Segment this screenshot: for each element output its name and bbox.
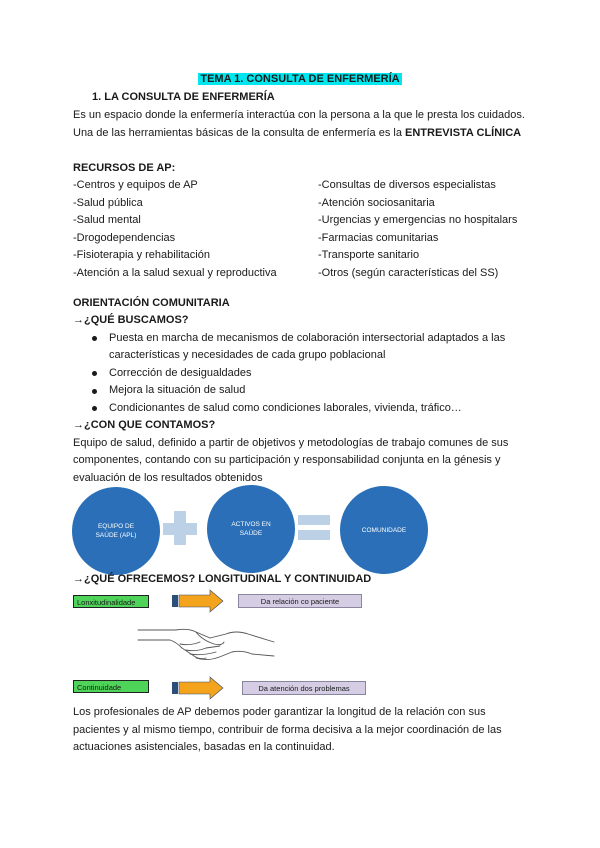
bullet-text: Mejora la situación de salud (109, 384, 246, 396)
bullet-icon (92, 389, 97, 394)
circle-label: EQUIPO DE SAÚDE (APL) (95, 523, 137, 539)
bold-text: ENTREVISTA CLÍNICA (405, 127, 522, 139)
diagram-circle-comunidade (340, 486, 428, 574)
arrow-right-icon (172, 589, 224, 613)
equals-icon-lower (298, 530, 330, 540)
diagram-circle-equipo (72, 487, 160, 575)
text-run: Una de las herramientas básicas de la consulta de enfermería es la (73, 127, 406, 139)
title-highlight: TEMA 1. CONSULTA DE ENFERMERÍA (200, 73, 400, 85)
arrow-right-icon (172, 676, 224, 700)
recursos-right-item: -Consultas de diversos especialistas (318, 179, 496, 191)
buscamos-heading: →¿QUÉ BUSCAMOS? (73, 314, 189, 326)
recursos-right-item: -Transporte sanitario (318, 249, 420, 261)
arrow-body (179, 590, 223, 612)
recursos-left-item: -Salud mental (73, 214, 141, 226)
arrow-body (179, 677, 223, 699)
circle-label: ACTIVOS EN SAÚDE (231, 521, 271, 537)
recursos-left-item: -Centros y equipos de AP (73, 179, 198, 191)
arrow-stub (172, 595, 178, 607)
equals-icon (298, 515, 330, 525)
paragraph-line: Los profesionales de AP debemos poder garantizar la longitud de la relación con sus (73, 706, 486, 718)
recursos-heading: RECURSOS DE AP: (73, 162, 176, 174)
circle-label: COMUNIDADE (361, 526, 407, 534)
recursos-right-item: -Urgencias y emergencias no hospitalars (318, 214, 518, 226)
paragraph-line: actuaciones asistenciales, basadas en la continuidad. (73, 741, 335, 753)
contamos-heading: →¿CON QUE CONTAMOS? (73, 419, 216, 431)
bullet-text: Condicionantes de salud como condiciones laborales, vivienda, tráfico… (109, 401, 462, 414)
handshake-icon (136, 620, 276, 672)
ofrecemos-heading: →¿QUÉ OFRECEMOS? LONGITUDINAL Y CONTINUIDAD (73, 573, 372, 585)
document-title (0, 71, 600, 89)
recursos-left-item: -Drogodependencias (73, 231, 176, 244)
relacion-paciente-box: Da relación co paciente (238, 594, 362, 608)
recursos-right-item: -Otros (según características del SS) (318, 266, 499, 279)
bullet-text: Corrección de desigualdades (109, 366, 252, 379)
paragraph-line: Es un espacio donde la enfermería interactúa con la persona a la que le presta los cuidados. (73, 109, 525, 121)
continuidade-label: Continuidade (73, 680, 149, 693)
arrow-stub (172, 682, 178, 694)
recursos-left-item: -Atención a la salud sexual y reproductiva (73, 266, 277, 279)
bullet-icon (92, 371, 97, 376)
orientacion-heading: ORIENTACIÓN COMUNITARIA (73, 297, 230, 309)
recursos-left-item: -Salud pública (73, 196, 143, 209)
recursos-right-item: -Atención sociosanitaria (318, 196, 435, 209)
atencion-problemas-box: Da atención dos problemas (242, 681, 366, 695)
plus-icon-vertical (174, 511, 186, 545)
diagram-circle-activos (207, 485, 295, 573)
bullet-text: Puesta en marcha de mecanismos de colaboración intersectorial adaptados a las (109, 331, 506, 344)
paragraph-line: componentes, contando con su participación y responsabilidad conjunta en la génesis y (73, 454, 501, 466)
recursos-left-item: -Fisioterapia y rehabilitación (73, 249, 210, 261)
paragraph-line: Equipo de salud, definido a partir de objetivos y metodologías de trabajo comunes de sus (73, 436, 509, 449)
section-heading: 1. LA CONSULTA DE ENFERMERÍA (92, 91, 275, 103)
bullet-icon (92, 336, 97, 341)
lonxitudinalidade-label: Lonxitudinalidade (73, 595, 149, 608)
bullet-text-continued: características y necesidades de cada grupo poblacional (109, 349, 386, 361)
paragraph-line: evaluación de los resultados obtenidos (73, 471, 263, 484)
recursos-right-item: -Farmacias comunitarias (318, 231, 439, 244)
paragraph-line: pacientes y al mismo tiempo, contribuir de forma decisiva a la mejor coordinación de las (73, 723, 502, 736)
bullet-icon (92, 406, 97, 411)
paragraph-line (73, 125, 521, 143)
